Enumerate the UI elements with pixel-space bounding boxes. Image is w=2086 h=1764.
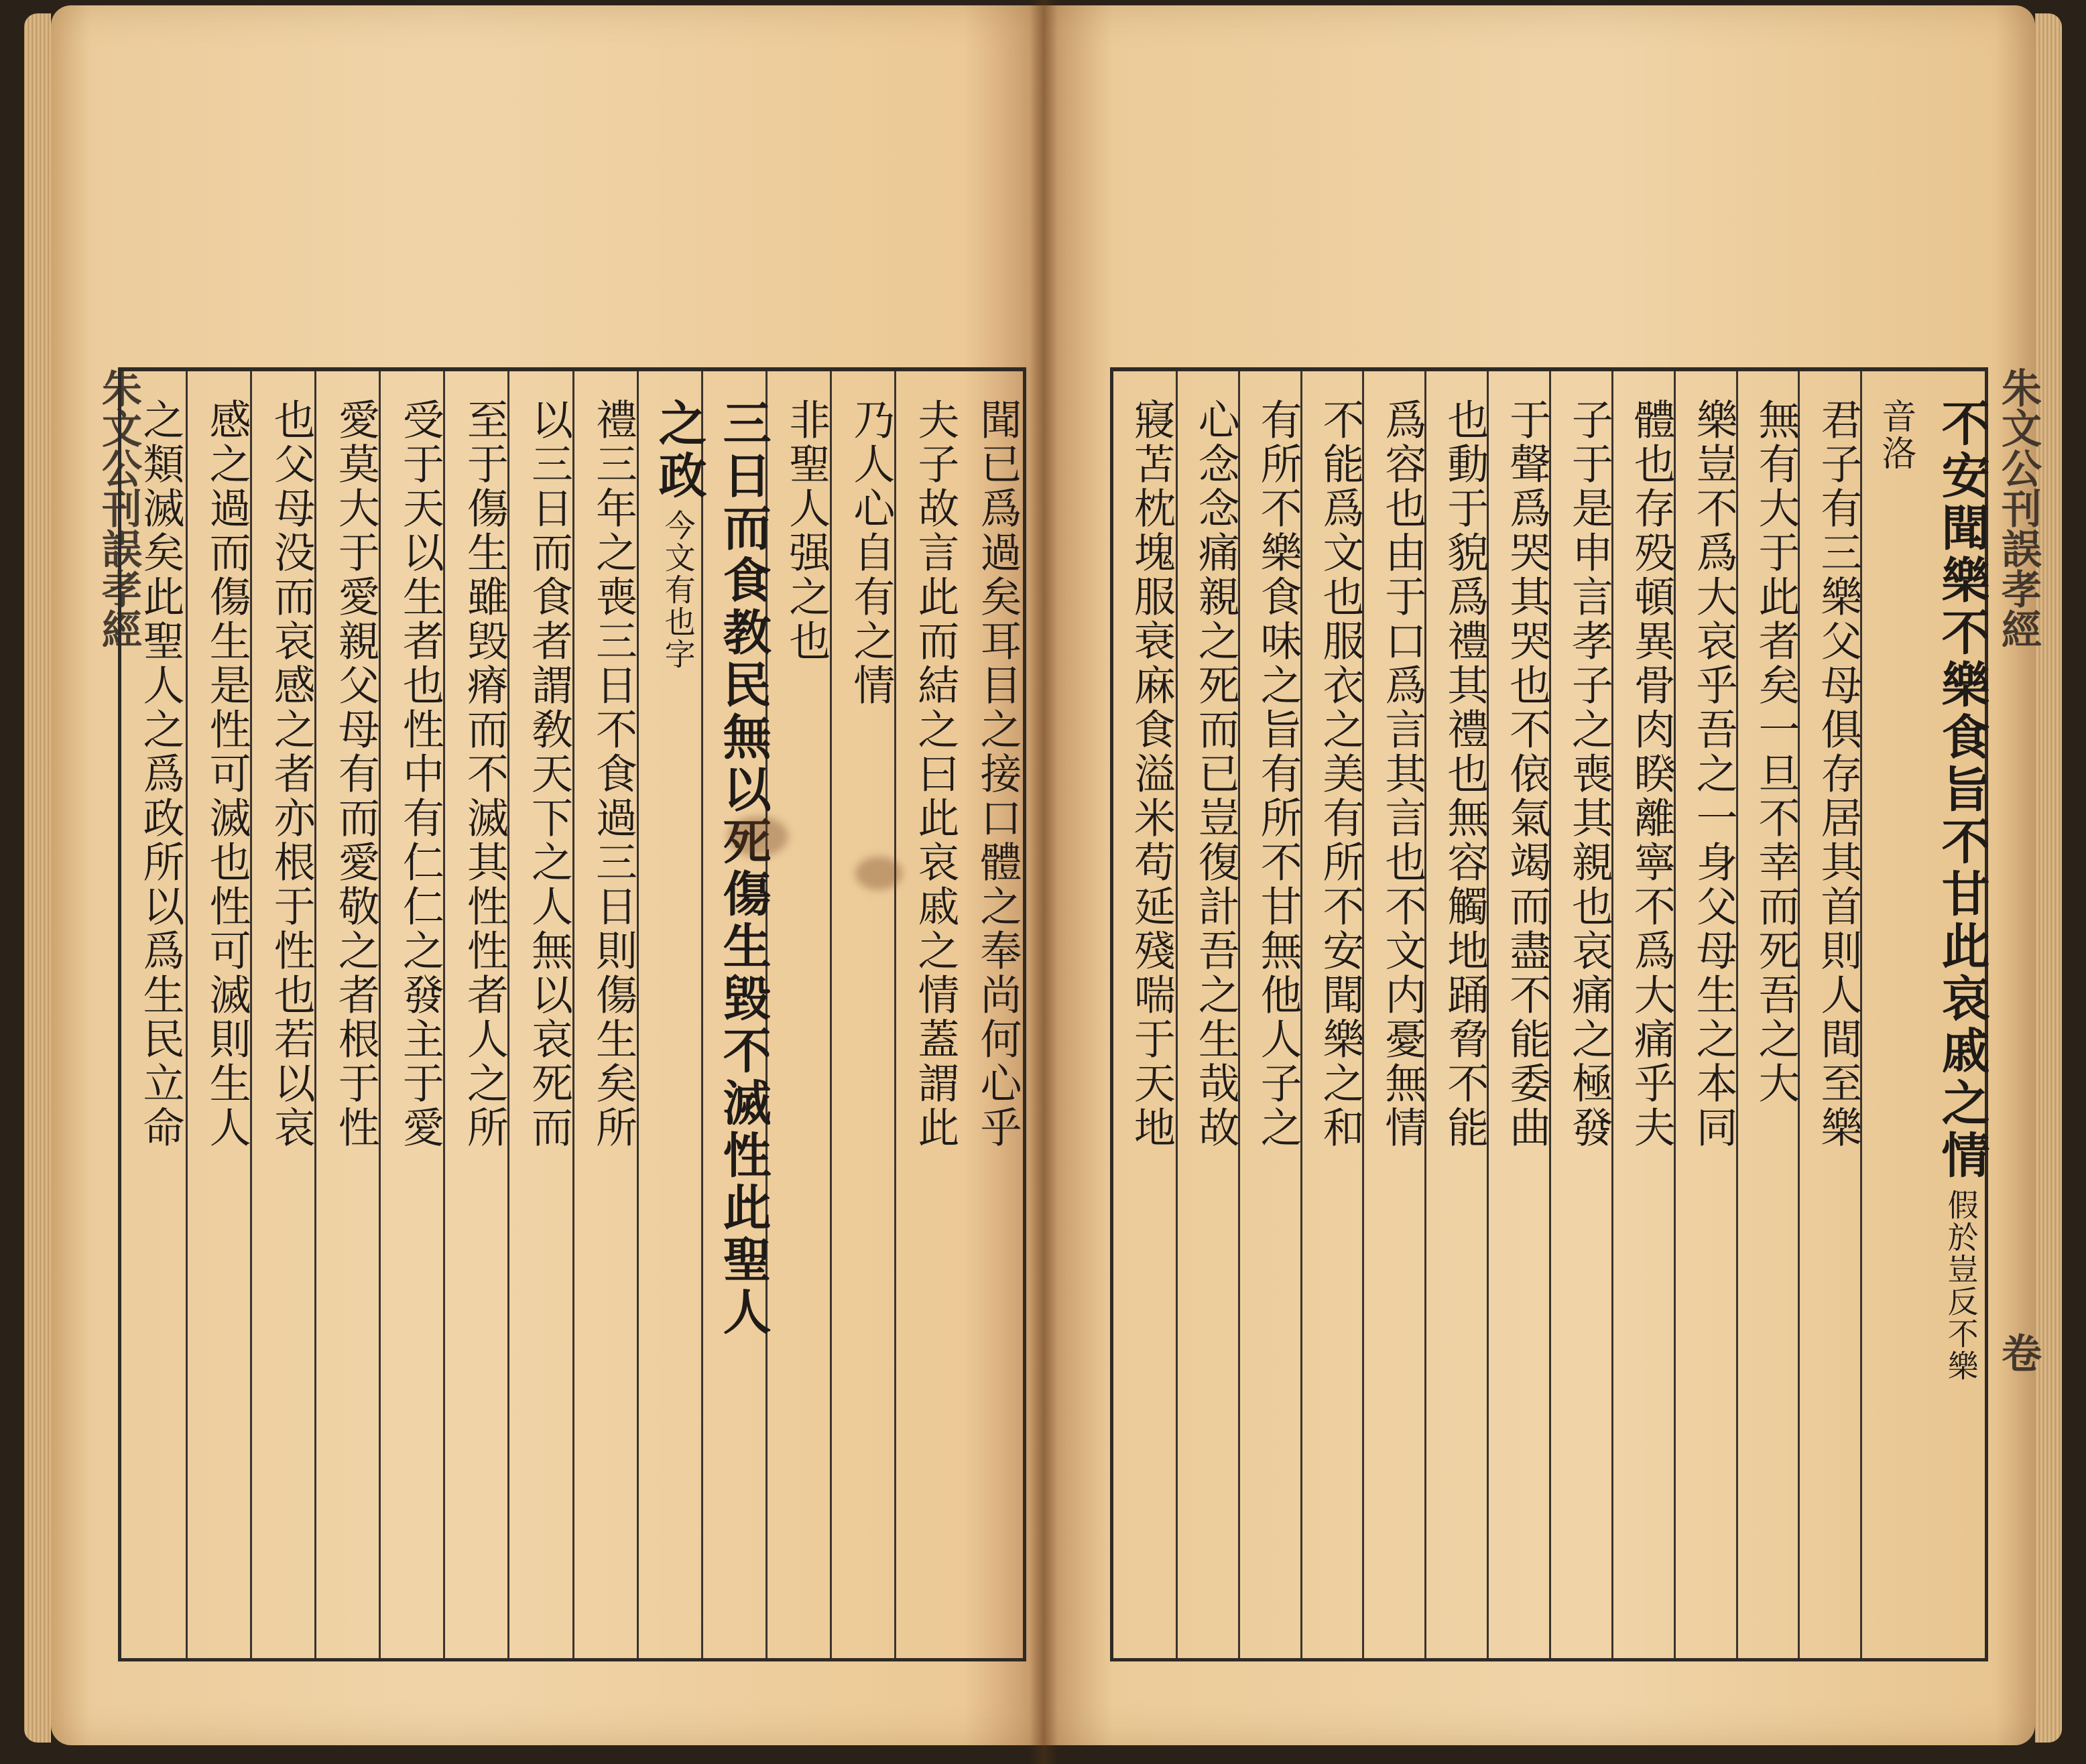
left-page-column: [637, 371, 708, 1658]
left-page-column: [443, 371, 507, 1658]
right-page-column: [1611, 371, 1674, 1658]
left-page-edges: [24, 13, 51, 1743]
left-page-column: [894, 371, 959, 1658]
column-text: 體也存殁頓異骨肉睽離寧不爲大痛乎夫: [1627, 398, 1676, 1150]
column-annotation: 今文有也字: [660, 509, 696, 670]
left-page: [51, 5, 1043, 1745]
column-text: 音洛: [1875, 398, 1916, 472]
right-page: [1043, 5, 2042, 1745]
right-side-title: 朱文公刊誤孝經: [1995, 367, 2042, 649]
left-page-column: [250, 371, 314, 1658]
column-text: 心念念痛親之死而已豈復計吾之生哉故: [1191, 398, 1241, 1150]
column-text: 君子有三樂父母俱存居其首則人間至樂: [1813, 398, 1863, 1150]
column-text: 不安聞樂不樂食旨不甘此哀戚之情: [1933, 398, 1991, 1182]
column-text: 感之過而傷生是性可滅也性可滅則生人: [202, 398, 252, 1150]
column-annotation: 假於豈反不樂: [1943, 1189, 1979, 1382]
column-text: 有所不樂食味之旨有所不甘無他人子之: [1253, 398, 1303, 1150]
right-page-column: [1424, 371, 1487, 1658]
left-page-column: [830, 371, 894, 1658]
left-side-title: 朱文公刊誤孝經: [95, 367, 142, 649]
right-page-column: [1176, 371, 1241, 1658]
left-page-column: [121, 371, 186, 1658]
left-page-column: [314, 371, 379, 1658]
right-page-mark: 卷: [1995, 1332, 2042, 1373]
right-page-column: [1362, 371, 1427, 1658]
left-page-column: [507, 371, 572, 1658]
column-text: 非聖人强之也: [782, 398, 831, 664]
column-text: 聞已爲過矣耳目之接口體之奉尚何心乎: [973, 398, 1022, 1150]
right-text-frame: [1110, 367, 1991, 1661]
right-page-column: [1674, 371, 1739, 1658]
book-gutter: [1030, 0, 1058, 1764]
column-text: 不能爲文也服衣之美有所不安聞樂之和: [1315, 398, 1365, 1150]
right-page-column: [1549, 371, 1614, 1658]
left-page-column: [959, 371, 1023, 1658]
right-page-edges: [2035, 13, 2062, 1743]
column-text: 于聲爲哭其哭也不偯氣竭而盡不能委曲: [1502, 398, 1552, 1150]
column-text: 寢苫枕塊服衰麻食溢米苟延殘喘于天地: [1127, 398, 1176, 1150]
right-page-column: [1487, 371, 1552, 1658]
left-page-column: [379, 371, 443, 1658]
column-text: 以三日而食者謂敎天下之人無以哀死而: [524, 398, 574, 1150]
column-text: 樂豈不爲大哀乎吾之一身父母生之本同: [1689, 398, 1739, 1150]
column-text: 受于天以生者也性中有仁仁之發主于愛: [395, 398, 445, 1150]
left-text-frame: [118, 367, 1026, 1661]
left-page-column: [572, 371, 637, 1658]
right-page-column: [1798, 371, 1863, 1658]
column-text: 禮三年之喪三日不食過三日則傷生矣所: [589, 398, 638, 1150]
column-text: 愛莫大于愛親父母有而愛敬之者根于性: [331, 398, 381, 1150]
column-text: 也動于貌爲禮其禮也無容觸地踊脅不能: [1440, 398, 1489, 1150]
column-text: 無有大于此者矣一旦不幸而死吾之大: [1751, 398, 1800, 1106]
left-page-column: [701, 371, 772, 1658]
open-book: [24, 0, 2062, 1764]
right-page-column: [1860, 371, 1922, 1658]
column-text: 之類滅矣此聖人之爲政所以爲生民立命: [136, 398, 186, 1150]
column-text: 至于傷生雖毁瘠而不滅其性性者人之所: [460, 398, 509, 1150]
column-text: 之政: [650, 398, 708, 503]
right-page-column: [1736, 371, 1798, 1658]
column-text: 三日而食教民無以死傷生毀不滅性此聖人: [715, 398, 772, 1339]
column-text: 爲容也由于口爲言其言也不文内憂無情: [1377, 398, 1427, 1150]
right-page-column: [1113, 371, 1176, 1658]
column-text: 也父母没而哀感之者亦根于性也若以哀: [267, 398, 316, 1150]
column-text: 子于是申言孝子之喪其親也哀痛之極發: [1564, 398, 1614, 1150]
right-page-column: [1238, 371, 1303, 1658]
right-page-column: [1922, 371, 1991, 1658]
column-text: 夫子故言此而結之曰此哀戚之情蓋謂此: [910, 398, 960, 1150]
left-page-column: [186, 371, 250, 1658]
right-page-column: [1300, 371, 1363, 1658]
column-text: 乃人心自有之情: [846, 398, 896, 708]
